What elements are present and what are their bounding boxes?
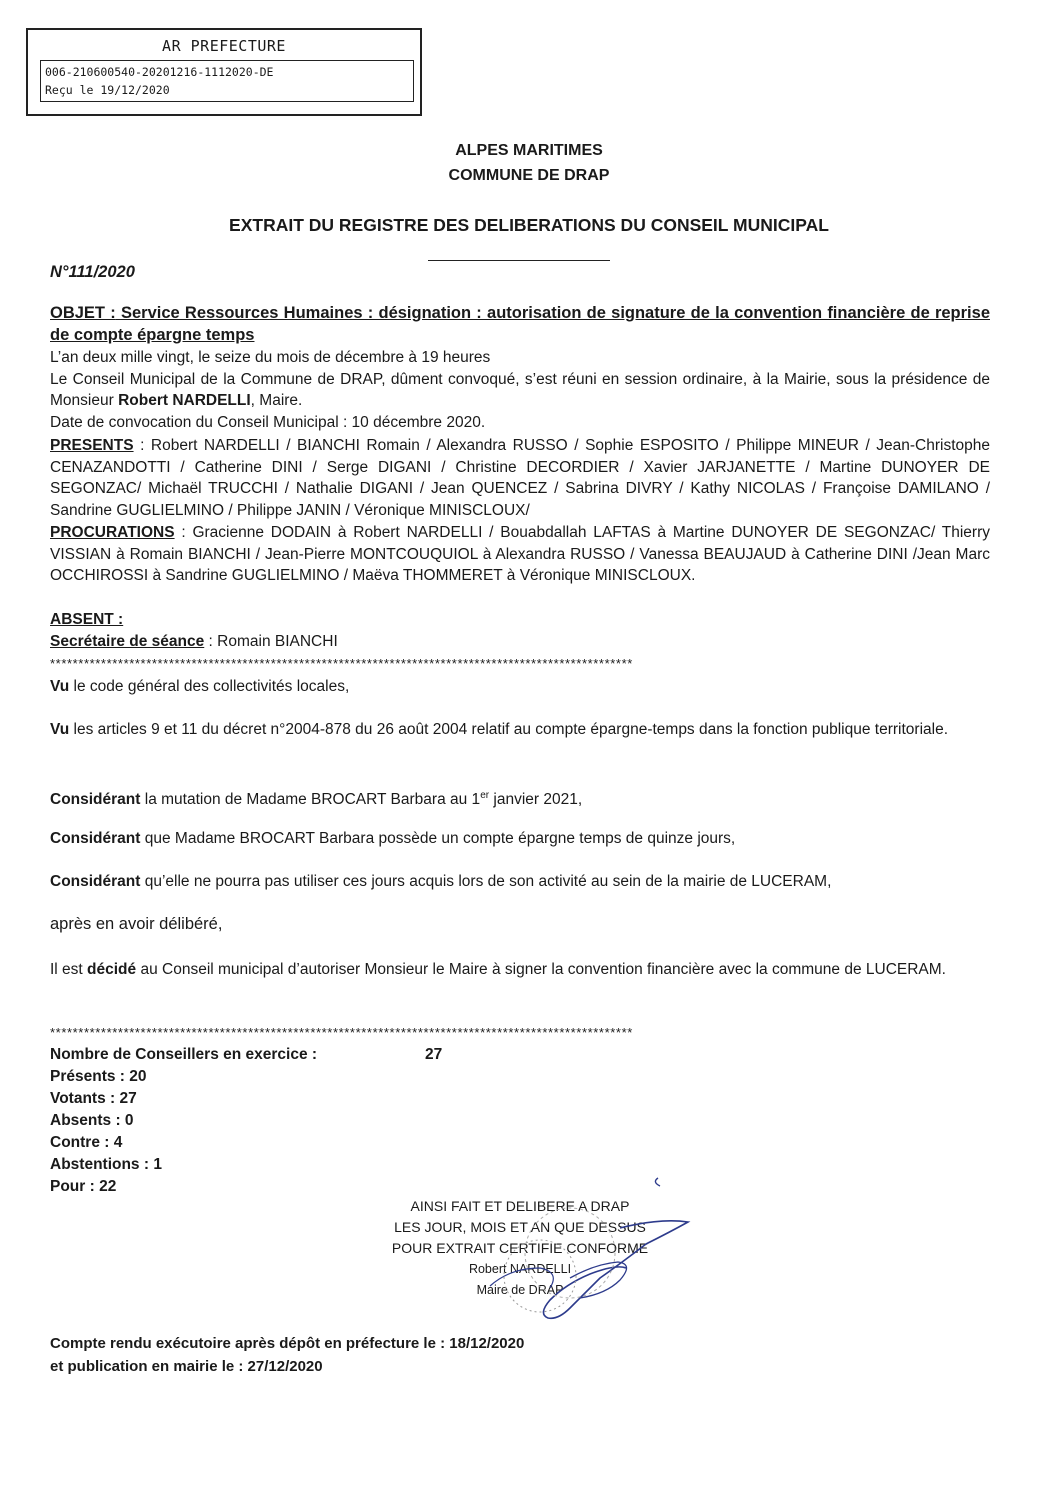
- presents-label: PRESENTS: [50, 437, 134, 454]
- stamp-reference-box: [40, 60, 414, 102]
- separator-bottom: *******************************************************************************************************: [50, 1025, 633, 1040]
- signature-line-2: LES JOUR, MOIS ET AN QUE DESSUS: [394, 1219, 646, 1235]
- secretaire-label: Secrétaire de séance: [50, 633, 205, 650]
- secretaire-line: [50, 631, 990, 653]
- objet-section: [50, 302, 990, 346]
- conseillers-line: Nombre de Conseillers en exercice : 27: [50, 1044, 317, 1066]
- stamp-title: AR PREFECTURE: [162, 37, 286, 55]
- considerant-jours: Considérant qu’elle ne pourra pas utiliser ces jours acquis lors de son activité au sein de la mairie de LUCERAM,: [50, 873, 832, 890]
- mayor-role: Maire de DRAP: [476, 1283, 564, 1297]
- contre-count: Contre : 4: [50, 1134, 123, 1151]
- procurations-label: PROCURATIONS: [50, 524, 175, 541]
- considerant-mutation: Considérant la mutation de Madame BROCART Barbara au 1er janvier 2021,: [50, 790, 583, 809]
- decision-text: Il est décidé au Conseil municipal d’autoriser Monsieur le Maire à signer la convention financière avec la commune de LUCERAM.: [50, 961, 946, 978]
- title-divider: [428, 260, 610, 261]
- prefecture-stamp: [26, 28, 422, 116]
- separator-top: *******************************************************************************************************: [50, 656, 633, 671]
- absents-count: Absents : 0: [50, 1112, 134, 1129]
- president-name: Robert NARDELLI: [118, 392, 251, 409]
- presents-count: Présents : 20: [50, 1068, 147, 1085]
- presents-section: [50, 435, 990, 521]
- secretaire-name: : Romain BIANCHI: [204, 633, 338, 650]
- apres-deliberation: après en avoir délibéré,: [50, 915, 223, 933]
- stamp-received-date: Reçu le 19/12/2020: [45, 83, 170, 97]
- votants-count: Votants : 27: [50, 1090, 137, 1107]
- pour-count: Pour : 22: [50, 1178, 117, 1195]
- procurations-section: [50, 522, 990, 587]
- vu-decret: Vu les articles 9 et 11 du décret n°2004-878 du 26 août 2004 relatif au compte épargne-temps dans la fonction publique territoriale.: [50, 721, 949, 738]
- abstentions-count: Abstentions : 1: [50, 1156, 162, 1173]
- department-name: ALPES MARITIMES: [455, 142, 603, 159]
- handwritten-signature: [420, 1168, 700, 1338]
- mayor-name: Robert NARDELLI: [468, 1262, 572, 1276]
- convocation-date: Date de convocation du Conseil Municipal : 10 décembre 2020.: [50, 413, 486, 431]
- convocation-text: Le Conseil Municipal de la Commune de DRAP, dûment convoqué, s’est réuni en session ordinaire, à la Mairie, sous la présidence de Monsieur Robert NARDELLI, Maire.: [50, 370, 990, 409]
- footer-notice: [50, 1332, 524, 1378]
- deliberation-number: N°111/2020: [50, 263, 135, 281]
- intro-section: [50, 347, 990, 433]
- signature-line-3: POUR EXTRAIT CERTIFIE CONFORME: [391, 1240, 649, 1256]
- absent-line: [50, 609, 990, 631]
- stamp-reference: 006-210600540-20201216-1112020-DE: [45, 65, 274, 79]
- document-title: EXTRAIT DU REGISTRE DES DELIBERATIONS DU CONSEIL MUNICIPAL: [229, 215, 829, 235]
- absent-label: ABSENT :: [50, 611, 124, 628]
- objet-label: OBJET :: [50, 304, 116, 322]
- procurations-list: : Gracienne DODAIN à Robert NARDELLI / Bouabdallah LAFTAS à Martine DUNOYER DE SEGONZAC/ Thierry VISSIAN à Romain BIANCHI / Jean-Pierre MONTCOUQUIOL à Alexandra RUSSO / Vanessa BEAUJAUD à Catherine DINI /Jean Marc OCCHIROSSI à Sandrine GUGLIELMINO / Maëva THOMMERET à Véronique MINISCLOUX.: [50, 524, 990, 584]
- signature-line-1: AINSI FAIT ET DELIBERE A DRAP: [410, 1198, 630, 1214]
- considerant-compte: Considérant que Madame BROCART Barbara possède un compte épargne temps de quinze jours,: [50, 830, 736, 847]
- publication-date: et publication en mairie le : 27/12/2020: [50, 1358, 323, 1375]
- objet-text: Service Ressources Humaines : désignation : autorisation de signature de la convention financière de reprise de compte épargne temps: [50, 304, 990, 344]
- session-date: L’an deux mille vingt, le seize du mois de décembre à 19 heures: [50, 349, 491, 366]
- conseillers-value: 27: [425, 1046, 443, 1063]
- prefecture-deposit-date: Compte rendu exécutoire après dépôt en préfecture le : 18/12/2020: [50, 1335, 525, 1352]
- presents-list: : Robert NARDELLI / BIANCHI Romain / Alexandra RUSSO / Sophie ESPOSITO / Philippe MINEUR / Jean-Christophe CENAZANDOTTI / Catherine DINI / Serge DIGANI / Christine DECORDIER / Xavier JARJANETTE / Martine DUNOYER DE SEGONZAC/ Michaël TRUCCHI / Nathalie DIGANI / Jean QUENCEZ / Sabrina DIVRY / Kathy NICOLAS / Françoise DAMILANO / Sandrine GUGLIELMINO / Philippe JANIN / Véronique MINISCLOUX/: [50, 437, 990, 519]
- vote-results: [50, 1044, 443, 1198]
- commune-name: COMMUNE DE DRAP: [448, 167, 610, 184]
- vu-code: Vu le code général des collectivités locales,: [50, 678, 350, 695]
